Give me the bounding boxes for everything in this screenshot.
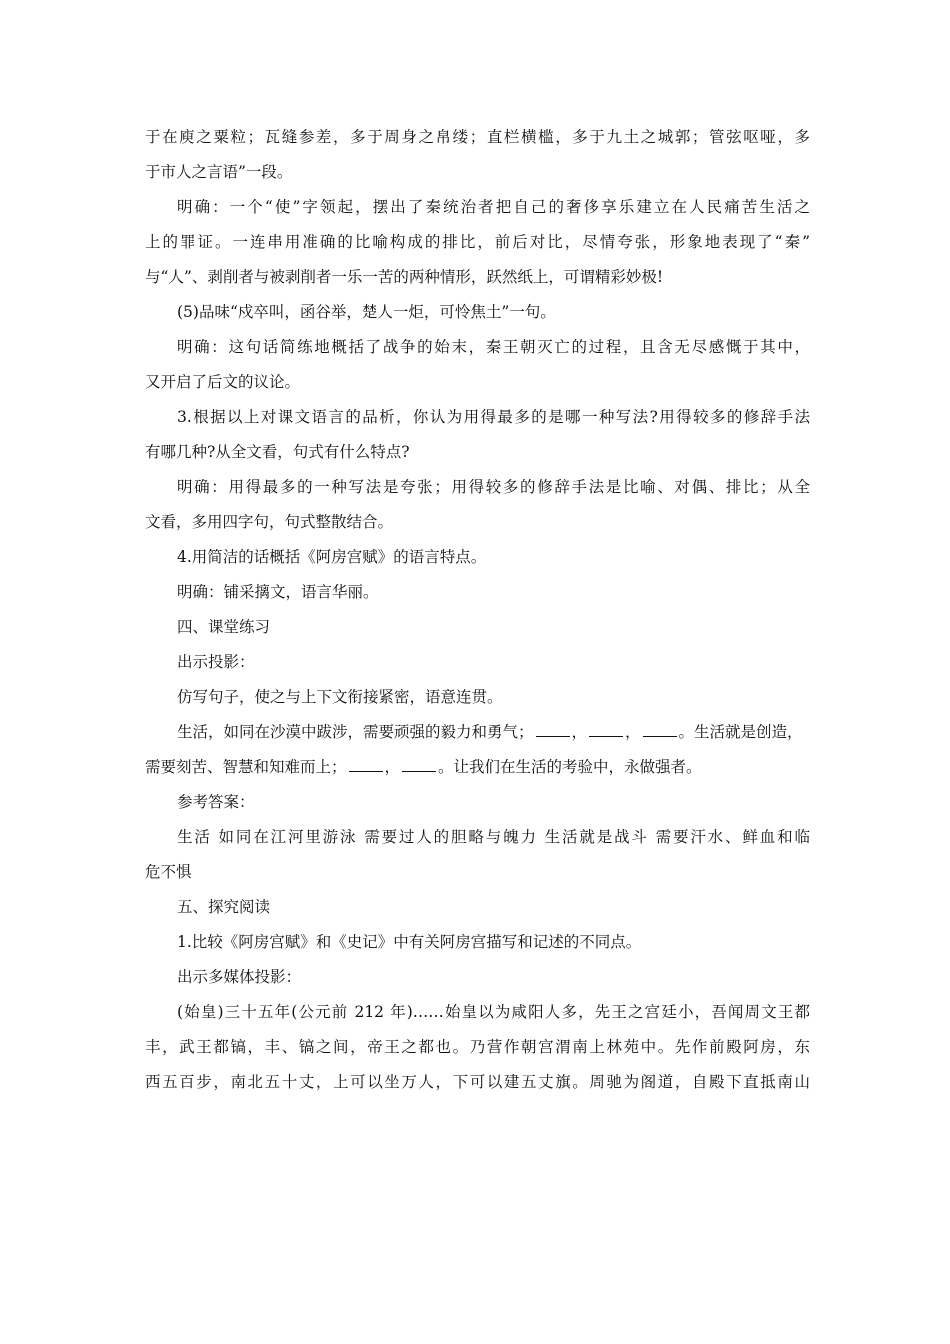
text-line-content: 生活 如同在江河里游泳 需要过人的胆略与魄力 生活就是战斗 需要汗水、鲜血和临: [177, 828, 810, 846]
text-line-content: 有哪几种?从全文看，句式有什么特点?: [145, 443, 410, 461]
text-line-content: 丰，武王都镐，丰、镐之间，帝王之都也。乃营作朝宫渭南上林苑中。先作前殿阿房，东: [145, 1038, 810, 1056]
text-line-content: 4.用简洁的话概括《阿房宫赋》的语言特点。: [177, 548, 487, 566]
fill-in-sentence-line-1: [145, 715, 810, 750]
text-line: [145, 1065, 810, 1100]
separator: ，: [571, 723, 588, 741]
text-line-content: 1.比较《阿房宫赋》和《史记》中有关阿房宫描写和记述的不同点。: [177, 933, 642, 951]
text-line: [145, 785, 810, 820]
text-line-content: 仿写句子，使之与上下文衔接紧密，语意连贯。: [177, 688, 503, 706]
blank-3: [643, 724, 677, 737]
text-line-content: 明确：铺采摛文，语言华丽。: [177, 583, 379, 601]
text-line: [145, 925, 810, 960]
text-line: [145, 225, 810, 260]
text-line: [145, 470, 810, 505]
text-line: [145, 820, 810, 855]
text-line: [145, 365, 810, 400]
separator: ，: [625, 723, 641, 741]
text-line: [145, 400, 810, 435]
text-line: [145, 995, 810, 1030]
text-line-content: 明确：一个“使”字领起，摆出了秦统治者把自己的奢侈享乐建立在人民痛苦生活之: [177, 198, 810, 216]
text-line: [145, 540, 810, 575]
fill-in-text-4: 。让我们在生活的考验中，永做强者。: [438, 758, 702, 776]
text-line-content: 危不惧: [145, 863, 192, 881]
fill-in-text-3: 需要刻苦、智慧和知难而上；: [145, 758, 347, 776]
text-line: [145, 680, 810, 715]
blank-5: [402, 759, 436, 772]
text-line: [145, 575, 810, 610]
fill-in-text-2: 。生活就是创造，: [678, 723, 803, 741]
text-line: [145, 960, 810, 995]
blank-4: [349, 759, 383, 772]
text-line: [145, 890, 810, 925]
text-line-content: (5)品味“戍卒叫，函谷举，楚人一炬，可怜焦土”一句。: [177, 303, 556, 321]
text-line: [145, 645, 810, 680]
blank-1: [536, 724, 570, 737]
text-line-content: 出示多媒体投影：: [177, 968, 302, 986]
text-line: [145, 295, 810, 330]
text-line-content: 于在庾之粟粒；瓦缝参差，多于周身之帛缕；直栏横槛，多于九土之城郭；管弦呕哑，多: [145, 128, 810, 146]
text-line-content: 明确：这句话简练地概括了战争的始末，秦王朝灭亡的过程，且含无尽感慨于其中，: [177, 338, 810, 356]
text-line-content: 文看，多用四字句，句式整散结合。: [145, 513, 394, 531]
text-line-content: 3.根据以上对课文语言的品析，你认为用得最多的是哪一种写法?用得较多的修辞手法: [177, 408, 810, 426]
fill-in-text-1: 生活，如同在沙漠中跋涉，需要顽强的毅力和勇气；: [177, 723, 534, 741]
text-line: [145, 330, 810, 365]
text-line: [145, 1030, 810, 1065]
text-line: [145, 120, 810, 155]
text-line: [145, 610, 810, 645]
paragraph-block-2: [145, 785, 810, 1100]
text-line: [145, 505, 810, 540]
text-line-content: 西五百步，南北五十丈，上可以坐万人，下可以建五丈旗。周驰为阁道，自殿下直抵南山: [145, 1073, 810, 1091]
text-line-content: 四、课堂练习: [177, 618, 271, 636]
text-line-content: 明确：用得最多的一种写法是夸张；用得较多的修辞手法是比喻、对偶、排比；从全: [177, 478, 810, 496]
text-line-content: 与“人”、剥削者与被剥削者一乐一苦的两种情形，跃然纸上，可谓精彩妙极!: [145, 268, 664, 286]
paragraph-block-1: [145, 120, 810, 715]
document-body: [145, 120, 810, 1100]
text-line-content: 于市人之言语”一段。: [145, 163, 293, 181]
text-line-content: 又开启了后文的议论。: [145, 373, 301, 391]
blank-2: [589, 724, 623, 737]
text-line-content: 参考答案：: [177, 793, 255, 811]
text-line: [145, 155, 810, 190]
text-line: [145, 855, 810, 890]
text-line: [145, 190, 810, 225]
text-line-content: 上的罪证。一连串用准确的比喻构成的排比，前后对比，尽情夸张，形象地表现了“秦”: [145, 233, 810, 251]
separator: ，: [384, 758, 401, 776]
text-line-content: 五、探究阅读: [177, 898, 271, 916]
text-line-content: (始皇)三十五年(公元前 212 年)……始皇以为咸阳人多，先王之宫廷小，吾闻周文王都: [177, 1003, 810, 1021]
text-line: [145, 435, 810, 470]
text-line-content: 出示投影：: [177, 653, 255, 671]
text-line: [145, 260, 810, 295]
fill-in-sentence-line-2: [145, 750, 810, 785]
